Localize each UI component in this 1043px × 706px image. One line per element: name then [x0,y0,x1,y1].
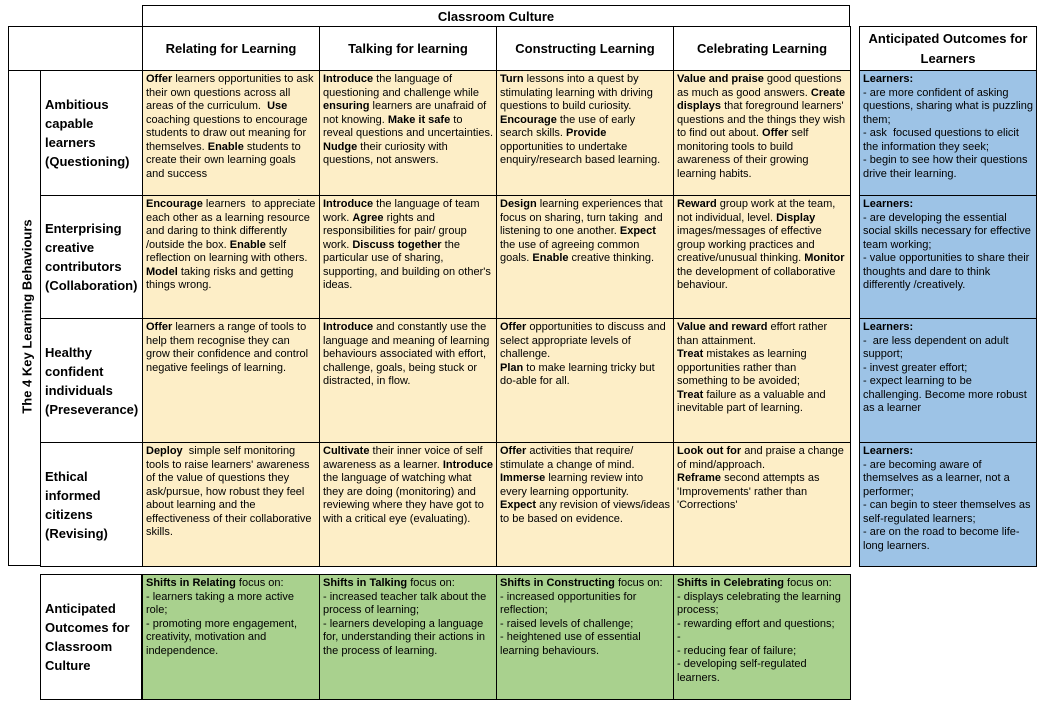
cell-text: that foreground learners' questions and the things they wish to find out about. [677,100,849,139]
bold-keyword: Look out for [677,445,742,457]
bold-keyword: Reward [677,198,717,210]
cell-text: to reveal questions and uncertainties. [323,113,497,139]
bold-keyword: Use [267,100,288,112]
culture-outcome-cell [142,574,320,700]
cell-text: learning review into every learning opportunity. [500,472,644,498]
bold-keyword: Offer [500,445,527,457]
bold-keyword: Enable [229,238,266,251]
bold-keyword: Create displays [677,86,849,112]
cell-text: learners are unafraid of not knowing. [323,100,490,126]
cell-text: lessons into a quest by stimulating learning with driving questions to build curiosity. [500,73,656,112]
outcome-text: - are more confident of asking questions, sharing what is puzzling them; - ask focused questions to elicit the information they seek; - begin to see how their questions drive their learning. [863,86,1033,180]
side-label: The 4 Key Learning Behaviours [19,219,35,414]
bold-keyword: Display [776,211,816,224]
cell-text: learning experiences that focus on sharing, turn taking and listening to one another. [500,198,666,237]
cell-text: their inner voice of self awareness as a learner. [323,445,486,471]
bold-keyword: Nudge [323,140,358,153]
cell-text: learners opportunities to ask their own questions across all areas of the curriculum. [146,73,317,112]
strategy-cell [319,442,497,567]
strategy-cell [673,442,851,567]
outcomes-header: Anticipated Outcomes for Learners [868,30,1028,66]
side-label-cell [8,70,41,566]
cell-text: focus on: - learners taking a more active role; - promoting more engagement, creativity, motivation and independence. [146,577,298,657]
cell-text: activities that require/ stimulate a change of mind. [500,445,635,471]
page-title: Classroom Culture [437,8,555,24]
bold-keyword: Offer [146,321,173,333]
strategy-cell [496,318,674,443]
column-header-2: Talking for learning [319,26,497,71]
cell-text: the language of team work. [323,198,483,224]
strategy-cell [142,70,320,196]
strategy-cell [319,318,497,443]
cell-text: and praise a change of mind/approach. [677,445,844,471]
cell-text: the use of agreeing common goals. [500,225,660,264]
bold-keyword: Design [500,198,537,210]
cell-text: students to create their own learning goals and success [146,140,304,180]
strategy-cell [142,318,320,443]
outcomes-header-cell [859,26,1037,71]
cell-text: focus on: - increased teacher talk about the process of learning; - learners developing a language for, understanding their actions in the process of learning. [323,577,487,657]
cell-text: to make learning tricky but do-able for all. [500,361,658,387]
bold-keyword: Expect [500,499,537,511]
row-label: Ambitious capable learners (Questioning) [40,70,143,196]
bold-keyword: Reframe [677,472,722,484]
bold-keyword: Enable [207,140,244,153]
bold-keyword: Introduce [323,321,374,333]
outcome-text: - are becoming aware of themselves as a learner, not a performer; - can begin to steer themselves as self-regulated learners; - are on the road to become life-long learners. [863,458,1031,552]
culture-outcome-cell [496,574,674,700]
bold-keyword: Offer [500,321,527,333]
bold-keyword: Introduce [323,198,374,210]
cell-text: and constantly use the language and meaning of learning behaviours associated with effort, challenge, goals, being stuck or distracted, in flow. [323,321,493,387]
bold-keyword: ensuring [323,100,370,112]
cell-text: coaching questions to encourage students to draw out meaning for themselves. [146,100,311,153]
strategy-cell [319,70,497,196]
bottom-row-label: Anticipated Outcomes for Classroom Culture [41,575,142,699]
bold-keyword: Treat [677,388,704,401]
bold-keyword: Introduce [323,73,374,85]
strategy-cell [142,442,320,567]
column-header-3: Constructing Learning [496,26,674,71]
bold-keyword: Deploy [146,445,183,457]
bold-keyword: Value and reward [677,321,768,333]
bold-keyword: Encourage [500,113,557,126]
outcome-heading: Learners: [863,321,914,333]
column-header-1: Relating for Learning [142,26,320,71]
bold-keyword: Monitor [804,252,845,264]
bold-keyword: Shifts in Constructing [500,577,615,589]
bold-keyword: Make it safe [387,113,451,126]
cell-text: their curiosity with questions, not answers. [323,140,451,166]
strategy-cell [496,70,674,196]
bold-keyword: Turn [500,73,524,85]
strategy-cell [319,195,497,319]
cell-text: the development of collaborative behaviour. [677,252,848,291]
cell-text: opportunities to discuss and select appropriate levels of challenge. [500,321,666,360]
outcome-heading: Learners: [863,445,914,457]
cell-text: learners a range of tools to help them recognise they can grow their confidence and control negative feelings of learning. [146,321,312,374]
cell-text: effort rather than attainment. [677,321,828,347]
row-label: Ethical informed citizens (Revising) [40,442,143,567]
cell-text: the language of questioning and challenge while [323,73,483,99]
cell-text: learners to appreciate each other as a learning resource and daring to think differently /outside the box. [146,198,319,251]
culture-outcome-cell [319,574,497,700]
bold-keyword: Discuss together [352,238,442,251]
cell-text: simple self monitoring tools to raise learners' awareness of the value of questions they ask/pursue, how robust they feel about learning and the effectiveness of their collaborative skills. [146,445,315,538]
strategy-cell [142,195,320,319]
bold-keyword: Enable [532,252,569,264]
strategy-cell [673,195,851,319]
cell-text: focus on: - displays celebrating the learning process; - rewarding effort and questions; - - reducing fear of failure; - developing self-regulated learners. [677,577,841,684]
cell-text: group work at the team, not individual, level. [677,198,839,224]
cell-text: rights and responsibilities for pair/ group work. [323,211,470,251]
strategy-cell [673,318,851,443]
cell-text: self monitoring tools to build awareness of their growing learning habits. [677,127,812,180]
cell-text: mistakes as learning opportunities rather than something to be avoided; [677,348,807,387]
cell-text: opportunities to undertake enquiry/research based learning. [500,127,661,166]
cell-text: focus on: - increased opportunities for reflection; - raised levels of challenge; - heightened use of essential learning behaviours. [500,577,663,657]
bold-keyword: Introduce [442,458,493,471]
cell-text: taking risks and getting things wrong. [146,265,297,291]
bold-keyword: Offer [762,127,789,139]
bold-keyword: Agree [352,211,384,224]
outcome-text: - are less dependent on adult support; - invest greater effort; - expect learning to be challenging. Become more robust as a learner [863,334,1027,414]
learner-outcome-cell [859,195,1037,319]
cell-text: second attempts as 'Improvements' rather than 'Corrections' [677,472,823,511]
classroom-culture-header-cell [142,5,850,27]
cell-text: images/messages of effective group working practices and creative/unusual thinking. [677,211,825,264]
learner-outcome-cell [859,442,1037,567]
bold-keyword: Encourage [146,198,203,210]
outcome-text: - are developing the essential social skills necessary for effective team working; - value opportunities to share their thoughts and dare to think differently /creatively. [863,211,1031,291]
cell-text: any revision of views/ideas to be based on evidence. [500,499,674,525]
column-header-4: Celebrating Learning [673,26,851,71]
bold-keyword: Expect [619,225,656,237]
bold-keyword: Offer [146,73,173,85]
bold-keyword: Value and praise [677,73,764,85]
bold-keyword: Plan [500,361,524,374]
strategy-cell [673,70,851,196]
bold-keyword: Shifts in Celebrating [677,577,784,589]
corner-cell [8,26,143,71]
bold-keyword: Immerse [500,472,546,484]
culture-outcome-cell [673,574,851,700]
strategy-cell [496,442,674,567]
cell-text: creative thinking. [568,252,655,264]
row-label: Enterprising creative contributors (Collaboration) [40,195,143,319]
cell-text: the particular use of sharing, supporting, and building on other's ideas. [323,238,494,291]
bold-keyword: Shifts in Talking [323,577,408,589]
cell-text: the language of watching what they are doing (monitoring) and reviewing where they have got to with a critical eye (evaluating). [323,458,497,525]
cell-text: failure as a valuable and inevitable part of learning. [677,388,829,414]
learner-outcome-cell [859,318,1037,443]
outcome-heading: Learners: [863,73,914,85]
bold-keyword: Model [146,265,178,278]
learner-outcome-cell [859,70,1037,196]
row-label: Healthy confident individuals (Preseverance) [40,318,143,443]
bold-keyword: Shifts in Relating [146,577,236,589]
bold-keyword: Treat [677,348,704,360]
outcome-heading: Learners: [863,198,914,210]
bold-keyword: Cultivate [323,445,370,457]
bold-keyword: Provide [566,127,607,139]
cell-text: the use of early search skills. [500,113,639,139]
cell-text: good questions as much as good answers. [677,73,845,99]
strategy-cell [496,195,674,319]
cell-text: self reflection on learning with others. [146,238,311,264]
